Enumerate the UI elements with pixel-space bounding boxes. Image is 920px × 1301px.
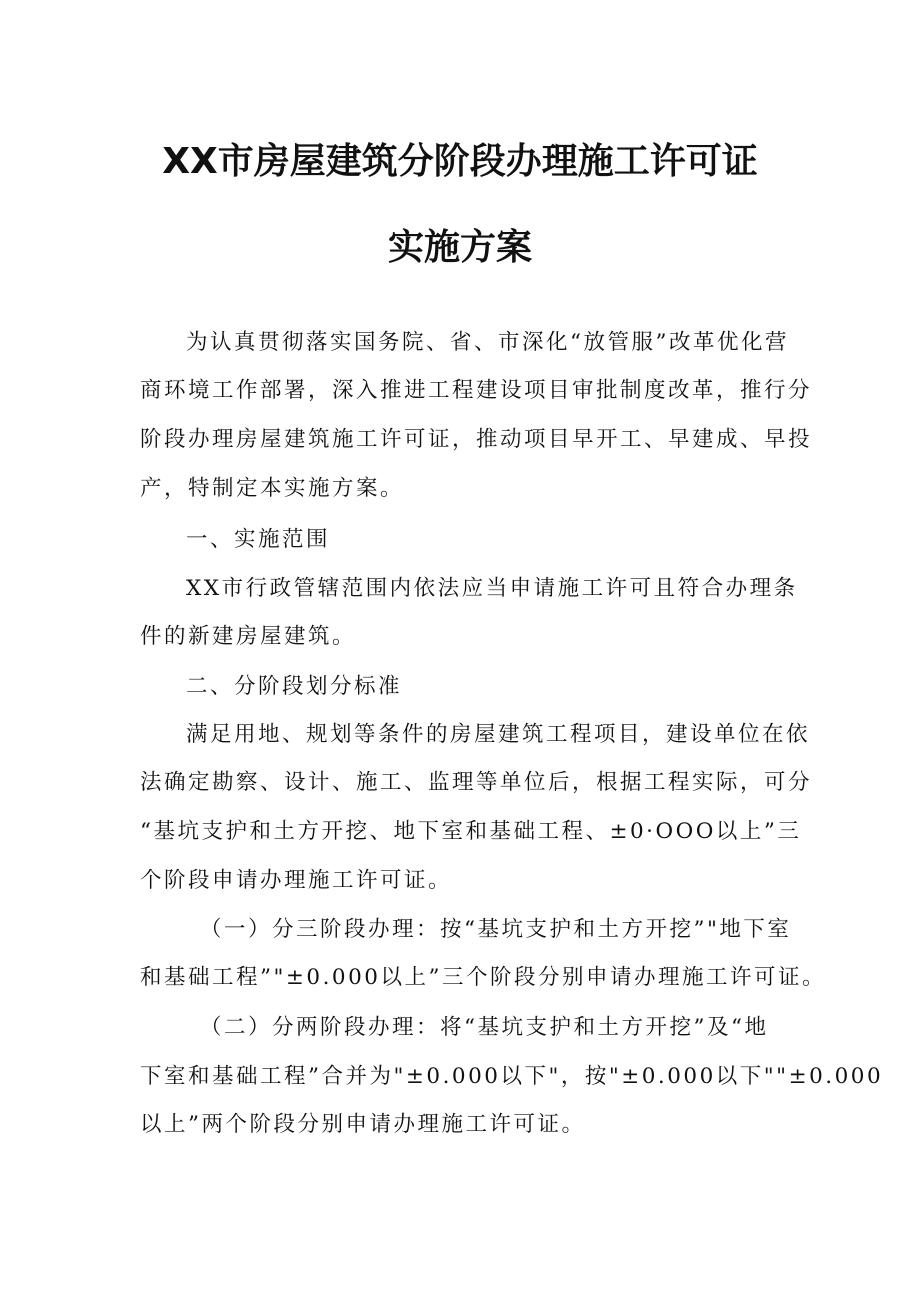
body-line: XX市行政管辖范围内依法应当申请施工许可且符合办理条	[186, 576, 798, 601]
body-line: 件的新建房屋建筑。	[140, 624, 357, 649]
section-heading: 一、实施范围	[186, 527, 331, 552]
body-line: 为认真贯彻落实国务院、省、市深化“放管服”改革优化营	[186, 330, 789, 355]
body-line: 商环境工作部署，深入推进工程建设项目审批制度改革，推行分	[140, 378, 813, 403]
body-line: 下室和基础工程”合并为"±0.000以下"，按"±0.000以下""±0.000	[140, 1064, 884, 1089]
document-title-line-1: XX市房屋建筑分阶段办理施工许可证	[162, 141, 758, 182]
body-line: 法确定勘察、设计、施工、监理等单位后，根据工程实际，可分	[140, 770, 813, 795]
document-title-line-2: 实施方案	[387, 227, 532, 268]
body-line: 满足用地、规划等条件的房屋建筑工程项目，建设单位在依	[186, 722, 811, 747]
body-line: 产，特制定本实施方案。	[140, 476, 405, 501]
body-line: 个阶段申请办理施工许可证。	[140, 868, 453, 893]
section-heading: 二、分阶段划分标准	[186, 674, 403, 699]
body-line: 和基础工程”"±0.000以上”三个阶段分别申请办理施工许可证。	[140, 965, 826, 990]
body-line: 以上”两个阶段分别申请办理施工许可证。	[140, 1112, 586, 1137]
body-line: “基坑支护和土方开挖、地下室和基础工程、±0·OOO以上”三	[140, 819, 802, 844]
subsection-line: （一）分三阶段办理：按“基坑支护和土方开挖”"地下室	[200, 917, 792, 942]
body-line: 阶段办理房屋建筑施工许可证，推动项目早开工、早建成、早投	[140, 427, 813, 452]
subsection-line: （二）分两阶段办理：将“基坑支护和土方开挖”及“地	[200, 1015, 769, 1040]
